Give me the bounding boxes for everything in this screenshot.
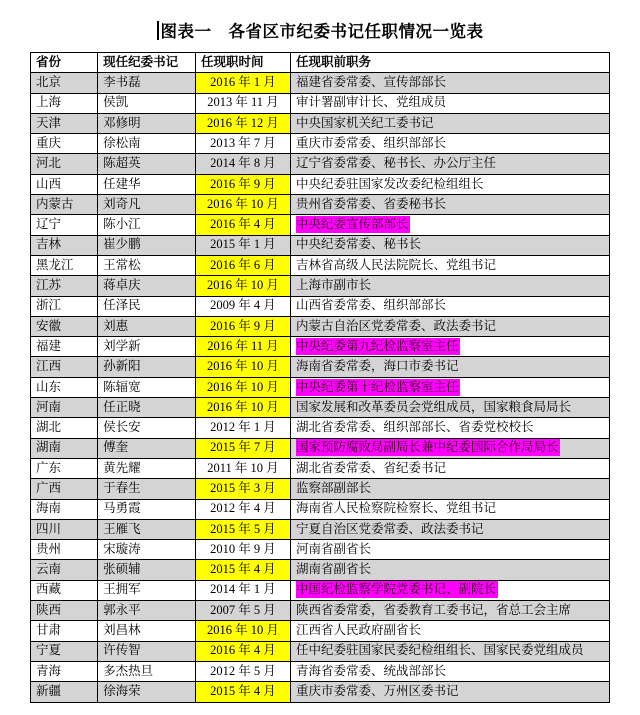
previous-position-cell [290,479,609,499]
previous-position-text: 湖北省委常委、省纪委书记 [295,460,446,475]
previous-position-text: 宁夏自治区党委常委、政法委书记 [295,521,484,536]
appointment-date-cell: 2016 年 10 月 [196,276,291,296]
province-cell: 天津 [31,113,98,133]
previous-position-cell [290,519,609,539]
appointment-date-cell: 2007 年 5 月 [196,601,291,621]
appointment-date-cell: 2009 年 4 月 [196,296,291,316]
previous-position-text: 中国纪检监察学院党委书记、副院长 [295,582,496,597]
table-row [31,316,610,336]
table-row [31,73,610,93]
secretary-cell: 孙新阳 [98,357,196,377]
table-row [31,134,610,154]
table-header [31,53,610,73]
secretary-cell: 侯长安 [98,418,196,438]
table-row [31,357,610,377]
previous-position-cell [290,316,609,336]
table-row [31,195,610,215]
secretary-cell: 于春生 [98,479,196,499]
table-row [31,418,610,438]
appointment-date-cell: 2013 年 11 月 [196,93,291,113]
header-row [31,53,610,73]
previous-position-text: 青海省委常委、统战部部长 [295,663,446,678]
previous-position-text: 国家预防腐败局副局长兼中纪委国际合作局局长 [295,440,559,455]
province-cell: 陕西 [31,601,98,621]
previous-position-cell [290,560,609,580]
appointment-date-cell: 2016 年 12 月 [196,113,291,133]
previous-position-cell [290,601,609,621]
secretary-cell: 王拥军 [98,580,196,600]
previous-position-cell [290,540,609,560]
previous-position-text: 海南省人民检察院检察长、党组书记 [295,501,496,516]
previous-position-cell [290,377,609,397]
province-cell: 云南 [31,560,98,580]
previous-position-text: 重庆市委常委、万州区委书记 [295,683,459,698]
secretary-cell: 崔少鹏 [98,235,196,255]
province-cell: 江西 [31,357,98,377]
previous-position-cell [290,235,609,255]
table-row [31,296,610,316]
previous-position-text: 山西省委常委、组织部部长 [295,298,446,313]
table-row [31,398,610,418]
previous-position-cell [290,215,609,235]
province-cell: 新疆 [31,682,98,702]
province-cell: 北京 [31,73,98,93]
previous-position-text: 贵州省委常委、省委秘书长 [295,196,446,211]
previous-position-cell [290,337,609,357]
header-date: 任现职时间 [196,53,291,73]
province-cell: 浙江 [31,296,98,316]
previous-position-cell [290,296,609,316]
secretary-cell: 任正晓 [98,398,196,418]
table-row [31,93,610,113]
province-cell: 四川 [31,519,98,539]
secretary-cell: 陈超英 [98,154,196,174]
province-cell: 宁夏 [31,641,98,661]
table-row [31,276,610,296]
previous-position-cell [290,93,609,113]
previous-position-cell [290,195,609,215]
previous-position-cell [290,398,609,418]
secretary-cell: 许传智 [98,641,196,661]
header-province: 省份 [31,53,98,73]
previous-position-text: 江西省人民政府副省长 [295,623,421,638]
secretary-cell: 徐松南 [98,134,196,154]
previous-position-cell [290,682,609,702]
secretary-cell: 刘学新 [98,337,196,357]
previous-position-cell [290,255,609,275]
secretaries-table [30,52,610,703]
secretary-cell: 任泽民 [98,296,196,316]
secretary-cell: 徐海荣 [98,682,196,702]
secretary-cell: 王雁飞 [98,519,196,539]
secretary-cell: 马勇霞 [98,499,196,519]
title-row [0,0,640,43]
table-body [31,73,610,702]
previous-position-cell [290,357,609,377]
appointment-date-cell: 2016 年 6 月 [196,255,291,275]
previous-position-text: 审计署副审计长、党组成员 [295,95,446,110]
appointment-date-cell: 2016 年 11 月 [196,337,291,357]
table-row [31,601,610,621]
previous-position-text: 中央纪委第九纪检监察室主任 [295,338,459,353]
appointment-date-cell: 2016 年 10 月 [196,398,291,418]
province-cell: 山东 [31,377,98,397]
previous-position-text: 吉林省高级人民法院院长、党组书记 [295,257,496,272]
appointment-date-cell: 2015 年 4 月 [196,682,291,702]
secretary-cell: 多杰热旦 [98,661,196,681]
appointment-date-cell: 2016 年 9 月 [196,174,291,194]
previous-position-text: 辽宁省委常委、秘书长、办公厅主任 [295,156,496,171]
province-cell: 上海 [31,93,98,113]
appointment-date-cell: 2016 年 4 月 [196,215,291,235]
appointment-date-cell: 2016 年 10 月 [196,377,291,397]
previous-position-cell [290,621,609,641]
province-cell: 福建 [31,337,98,357]
table-row [31,174,610,194]
previous-position-cell [290,174,609,194]
table-row [31,661,610,681]
appointment-date-cell: 2016 年 10 月 [196,357,291,377]
appointment-date-cell: 2016 年 9 月 [196,316,291,336]
province-cell: 西藏 [31,580,98,600]
secretary-cell: 李书磊 [98,73,196,93]
previous-position-text: 重庆市委常委、组织部部长 [295,135,446,150]
appointment-date-cell: 2012 年 4 月 [196,499,291,519]
text-cursor [157,21,159,40]
previous-position-cell [290,154,609,174]
appointment-date-cell: 2015 年 3 月 [196,479,291,499]
province-cell: 河南 [31,398,98,418]
appointment-date-cell: 2012 年 5 月 [196,661,291,681]
table-row [31,519,610,539]
appointment-date-cell: 2016 年 10 月 [196,621,291,641]
appointment-date-cell: 2014 年 8 月 [196,154,291,174]
table-row [31,540,610,560]
province-cell: 内蒙古 [31,195,98,215]
previous-position-cell [290,73,609,93]
table-row [31,641,610,661]
table-row [31,255,610,275]
previous-position-text: 中央纪委驻国家发改委纪检组组长 [295,176,484,191]
secretary-cell: 任建华 [98,174,196,194]
previous-position-text: 陕西省委常委，省委教育工委书记，省总工会主席 [295,602,571,617]
province-cell: 江苏 [31,276,98,296]
table-row [31,235,610,255]
secretary-cell: 宋璇涛 [98,540,196,560]
province-cell: 广东 [31,458,98,478]
previous-position-text: 福建省委常委、宣传部部长 [295,75,446,90]
secretary-cell: 刘奇凡 [98,195,196,215]
table-row [31,377,610,397]
previous-position-text: 中央纪委宣传部部长 [295,217,409,232]
province-cell: 黑龙江 [31,255,98,275]
previous-position-cell [290,134,609,154]
table-row [31,154,610,174]
table-row [31,479,610,499]
table-row [31,682,610,702]
secretary-cell: 傅奎 [98,438,196,458]
previous-position-text: 上海市副市长 [295,278,371,293]
appointment-date-cell: 2015 年 4 月 [196,560,291,580]
previous-position-text: 海南省委常委，海口市委书记 [295,359,459,374]
table-row [31,499,610,519]
province-cell: 山西 [31,174,98,194]
appointment-date-cell: 2011 年 10 月 [196,458,291,478]
province-cell: 湖北 [31,418,98,438]
table-row [31,113,610,133]
header-secretary: 现任纪委书记 [98,53,196,73]
appointment-date-cell: 2015 年 7 月 [196,438,291,458]
previous-position-text: 河南省副省长 [295,541,371,556]
table-row [31,560,610,580]
appointment-date-cell: 2016 年 1 月 [196,73,291,93]
province-cell: 贵州 [31,540,98,560]
province-cell: 河北 [31,154,98,174]
table-row [31,621,610,641]
secretary-cell: 张硕辅 [98,560,196,580]
previous-position-text: 湖北省委常委、组织部部长、省委党校校长 [295,420,534,435]
previous-position-text: 任中纪委驻国家民委纪检组组长、国家民委党组成员 [295,643,584,658]
province-cell: 甘肃 [31,621,98,641]
page-title: 图表一 各省区市纪委书记任职情况一览表 [160,22,484,41]
secretary-cell: 王常松 [98,255,196,275]
secretary-cell: 刘昌林 [98,621,196,641]
appointment-date-cell: 2013 年 7 月 [196,134,291,154]
header-prev-position: 任现职前职务 [290,53,609,73]
appointment-date-cell: 2015 年 1 月 [196,235,291,255]
previous-position-cell [290,458,609,478]
previous-position-text: 中央纪委常委、秘书长 [295,237,421,252]
table-row [31,580,610,600]
secretary-cell: 黄先耀 [98,458,196,478]
table-row [31,337,610,357]
table-row [31,215,610,235]
previous-position-cell [290,641,609,661]
previous-position-cell [290,661,609,681]
secretary-cell: 刘惠 [98,316,196,336]
appointment-date-cell: 2016 年 4 月 [196,641,291,661]
previous-position-cell [290,580,609,600]
previous-position-text: 监察部副部长 [295,481,371,495]
appointment-date-cell: 2012 年 1 月 [196,418,291,438]
previous-position-text: 湖南省副省长 [295,562,371,577]
previous-position-cell [290,418,609,438]
previous-position-cell [290,276,609,296]
previous-position-text: 中央国家机关纪工委书记 [295,115,434,130]
appointment-date-cell: 2016 年 10 月 [196,195,291,215]
province-cell: 辽宁 [31,215,98,235]
province-cell: 湖南 [31,438,98,458]
secretary-cell: 陈辐宽 [98,377,196,397]
appointment-date-cell: 2014 年 1 月 [196,580,291,600]
secretary-cell: 陈小江 [98,215,196,235]
province-cell: 广西 [31,479,98,499]
previous-position-text: 国家发展和改革委员会党组成员，国家粮食局局长 [295,399,571,414]
secretary-cell: 侯凯 [98,93,196,113]
table-row [31,438,610,458]
province-cell: 安徽 [31,316,98,336]
appointment-date-cell: 2015 年 5 月 [196,519,291,539]
appointment-date-cell: 2010 年 9 月 [196,540,291,560]
previous-position-text: 内蒙古自治区党委常委、政法委书记 [295,318,496,333]
previous-position-cell [290,499,609,519]
province-cell: 吉林 [31,235,98,255]
province-cell: 青海 [31,661,98,681]
previous-position-cell [290,438,609,458]
secretary-cell: 邓修明 [98,113,196,133]
province-cell: 重庆 [31,134,98,154]
previous-position-cell [290,113,609,133]
secretary-cell: 蒋卓庆 [98,276,196,296]
previous-position-text: 中央纪委第十纪检监察室主任 [295,379,459,394]
table-row [31,458,610,478]
secretary-cell: 郭永平 [98,601,196,621]
province-cell: 海南 [31,499,98,519]
